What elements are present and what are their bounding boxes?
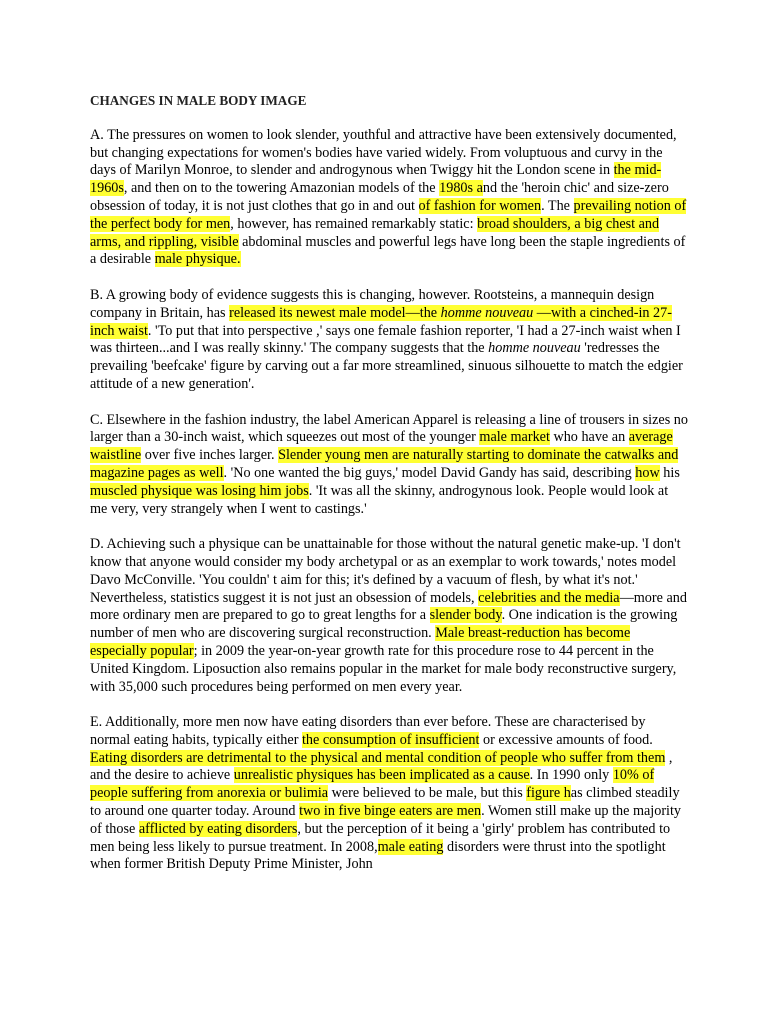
highlighted-text: Male breast-reduction has become especially popular	[90, 625, 631, 659]
paragraph-text: . In 1990 only	[529, 767, 613, 784]
highlighted-text: two in five binge eaters are men	[299, 803, 482, 820]
paragraph-text: E. Additionally, more men now have eating disorders than ever before. These are characterised by normal eating habits, typically either	[90, 714, 646, 748]
paragraph-text: disorders were thrust into the spotlight when former British Deputy Prime Minister, John	[90, 838, 666, 873]
paragraph-a	[90, 127, 688, 269]
highlighted-text: figure h	[526, 785, 571, 802]
paragraph-text: . The	[541, 197, 574, 214]
paragraph-text: . Women still make up the majority of those	[90, 803, 682, 837]
highlighted-text: Slender young men are naturally starting to dominate the catwalks and magazine pages as well	[90, 447, 679, 481]
paragraph-text: his	[659, 464, 680, 481]
paragraph-text: —more and more ordinary men are prepared to go to great lengths for a	[90, 589, 687, 624]
paragraph-c	[90, 412, 688, 519]
highlighted-text: 10% of people suffering from anorexia or bulimia	[90, 767, 655, 802]
paragraph-text: abdominal muscles and powerful legs have long been the staple ingredients of a desirable	[90, 233, 686, 268]
paragraph-d	[90, 536, 688, 696]
highlighted-text: afflicted by eating disorders	[138, 820, 298, 837]
highlighted-text: —with a	[533, 304, 590, 321]
paragraph-text: who have an	[549, 429, 629, 446]
paragraph-text: 'redresses the prevailing 'beefcake' figure by carving out a far more streamlined, sinuous silhouette to match the edgier attitude of a new generation'.	[90, 340, 683, 392]
paragraph-text: . One indication is the growing number of men who are discovering surgical reconstruction.	[90, 607, 678, 642]
paragraph-text: over five inches larger.	[141, 447, 279, 464]
highlighted-text: average waistline	[90, 429, 673, 464]
highlighted-text: Eating disorders are detrimental to the physical and mental condition of people who suffer from them	[90, 749, 666, 766]
highlighted-text: male market	[479, 429, 550, 446]
highlighted-text: male eating	[377, 838, 444, 855]
document-title: CHANGES IN MALE BODY IMAGE	[90, 93, 307, 108]
paragraph-text: ; in 2009 the year-on-year growth rate for this procedure rose to 44 percent in the United Kingdom. Liposuction also remains popular in the market for male body reconstructive surgery, with 35,000 such procedures being performed on men every year.	[90, 642, 677, 695]
paragraph-text: as climbed steadily to around one quarter today. Around	[90, 785, 680, 820]
highlighted-text: released its newest male model—the	[229, 304, 441, 321]
paragraph-text: nd the 'heroin chic' and size-zero obsession of today, it is not just clothes that go in and out	[90, 180, 669, 214]
paragraph-b	[90, 287, 688, 394]
paragraph-e	[90, 714, 688, 874]
paragraph-text: , and then on to the towering Amazonian models of the	[123, 180, 440, 197]
highlighted-text: of fashion for women	[418, 197, 542, 214]
paragraph-text: . 'To put that into perspective ,' says one female fashion reporter, 'I had a 27-inch waist when I was thirteen...and I was really skinny.' The company suggests that the	[90, 322, 681, 357]
paragraph-text: D. Achieving such a physique can be unattainable for those without the natural genetic make-up. 'I don't know that anyone would consider my body archetypal or as an exemplar to work towards,' notes model Davo McConville. 'You couldn' t aim for this; it's defined by a vacuum of flesh, by what it's not.' Nevertheless, statistics suggest it is not just an obsession of models,	[90, 536, 681, 606]
document-body	[90, 127, 688, 874]
document-page	[90, 92, 688, 892]
paragraph-text: or excessive amounts of food.	[479, 731, 653, 748]
highlighted-text: celebrities and the media	[478, 589, 620, 606]
highlighted-text: prevailing notion of the perfect body for men	[90, 197, 687, 232]
highlighted-text: the consumption of insufficient	[301, 731, 480, 748]
highlighted-text: cinched-in 27-inch waist	[90, 304, 672, 339]
paragraph-text: B. A growing body of evidence suggests this is changing, however. Rootsteins, a mannequin design company in Britain, has	[90, 286, 655, 321]
paragraph-text: , and the desire to achieve	[90, 749, 673, 784]
paragraph-text: homme nouveau	[488, 340, 581, 357]
highlighted-text: unrealistic physiques has been implicated as a cause	[233, 767, 530, 784]
highlighted-text: muscled physique was losing him jobs	[90, 482, 309, 499]
highlighted-text: slender body	[429, 607, 502, 624]
highlighted-text: the mid-1960s	[90, 162, 662, 197]
paragraph-text: , but the perception of it being a 'girly' problem has contributed to men being less likely to pursue treatment. In 2008,	[90, 820, 671, 855]
paragraph-text: A. The pressures on women to look slender, youthful and attractive have been extensively documented, but changing expectations for women's bodies have varied widely. From voluptuous and curvy in the days of Marilyn Monroe, to slender and androgynous when Twiggy hit the London scene in	[90, 126, 677, 179]
paragraph-text: C. Elsewhere in the fashion industry, the label American Apparel is releasing a line of trousers in sizes no larger than a 30-inch waist, which squeezes out most of the younger	[90, 411, 688, 446]
highlighted-text: male physique.	[154, 251, 241, 268]
highlighted-text: homme nouveau	[440, 304, 534, 321]
highlighted-text: broad shoulders, a big chest and arms, and rippling, visible	[90, 215, 660, 250]
paragraph-text: , however, has remained remarkably static:	[230, 215, 478, 232]
paragraph-text: . 'It was all the skinny, androgynous look. People would look at me very, very strangely when I went to castings.'	[90, 482, 669, 517]
highlighted-text: 1980s a	[439, 180, 483, 197]
paragraph-text: . 'No one wanted the big guys,' model David Gandy has said, describing	[223, 464, 636, 481]
highlighted-text: how	[635, 464, 660, 481]
paragraph-text: were believed to be male, but this	[328, 785, 527, 802]
